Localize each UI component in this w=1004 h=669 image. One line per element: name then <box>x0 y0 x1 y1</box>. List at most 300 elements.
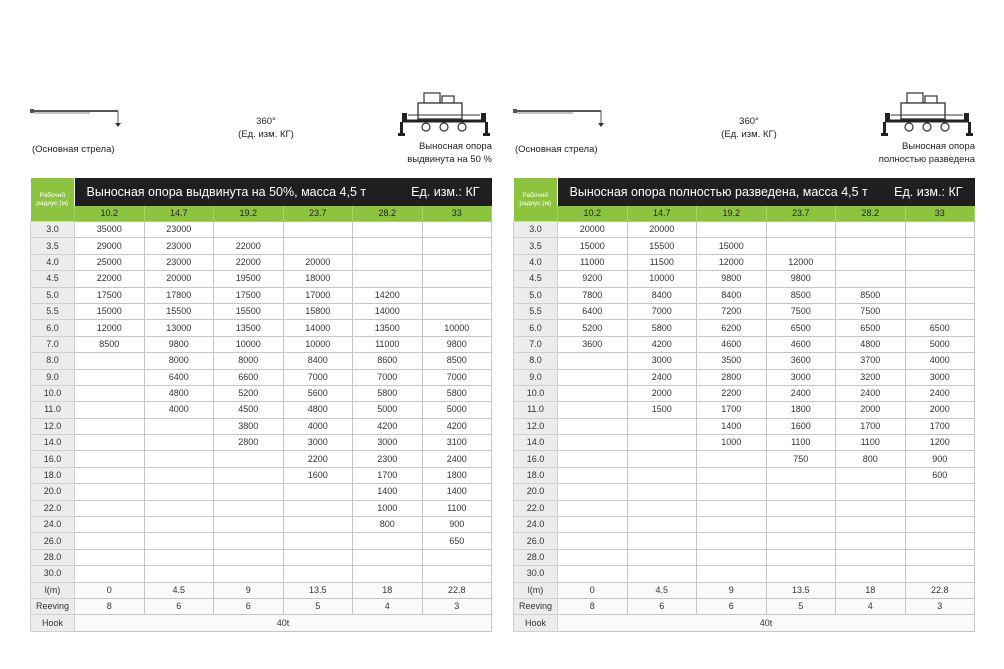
load-cell <box>558 435 628 451</box>
load-cell <box>75 517 145 533</box>
load-cell: 3000 <box>627 353 697 369</box>
load-cell <box>836 566 906 582</box>
load-cell: 1700 <box>836 418 906 434</box>
table-row <box>514 418 975 434</box>
load-cell <box>75 533 145 549</box>
load-cell <box>75 566 145 582</box>
outrigger-truck-icon <box>881 91 973 139</box>
load-cell <box>905 222 975 238</box>
load-cell: 2000 <box>836 402 906 418</box>
reeving-row-cell: 6 <box>214 598 284 614</box>
load-cell: 15000 <box>75 303 145 319</box>
lm-row-cell: 22.8 <box>905 582 975 598</box>
load-cell <box>558 353 628 369</box>
load-cell: 3800 <box>214 418 284 434</box>
table-row <box>514 517 975 533</box>
load-cell <box>422 222 492 238</box>
radius-header <box>31 178 75 222</box>
lm-row-cell: 13.5 <box>283 582 353 598</box>
load-cell: 7000 <box>422 369 492 385</box>
load-cell <box>214 566 284 582</box>
load-cell: 15800 <box>283 303 353 319</box>
table-row <box>31 500 492 516</box>
table-row <box>31 353 492 369</box>
reeving-row-cell: 6 <box>144 598 214 614</box>
units-note: (Ед. изм. КГ) <box>238 128 294 140</box>
load-cell <box>558 533 628 549</box>
load-cell: 9800 <box>697 271 767 287</box>
load-cell <box>627 435 697 451</box>
load-cell <box>558 467 628 483</box>
load-cell: 4000 <box>905 353 975 369</box>
load-cell: 6500 <box>836 320 906 336</box>
table-row <box>514 549 975 565</box>
load-cell <box>558 500 628 516</box>
load-cell: 20000 <box>558 222 628 238</box>
units-note: (Ед. изм. КГ) <box>721 128 777 140</box>
table-row <box>514 451 975 467</box>
radius-cell: 5.0 <box>31 287 75 303</box>
load-cell: 6200 <box>697 320 767 336</box>
lm-row-cell: 0 <box>558 582 628 598</box>
load-cell: 22000 <box>214 254 284 270</box>
table-row <box>514 500 975 516</box>
load-cell: 4200 <box>422 418 492 434</box>
radius-cell: 8.0 <box>31 353 75 369</box>
load-cell: 25000 <box>75 254 145 270</box>
radius-cell: 14.0 <box>514 435 558 451</box>
load-cell: 17000 <box>283 287 353 303</box>
load-cell: 22000 <box>75 271 145 287</box>
load-cell: 2800 <box>697 369 767 385</box>
outrigger-caption <box>352 140 492 166</box>
table-row <box>31 303 492 319</box>
table-row <box>31 566 492 582</box>
load-cell <box>697 533 767 549</box>
load-cell <box>836 467 906 483</box>
load-cell: 5200 <box>558 320 628 336</box>
table-row <box>31 238 492 254</box>
boom-length-cell: 10.2 <box>75 206 145 222</box>
table-row <box>514 402 975 418</box>
boom-length-cell: 14.7 <box>627 206 697 222</box>
load-cell <box>144 451 214 467</box>
load-cell: 3000 <box>353 435 423 451</box>
lm-row <box>31 582 492 598</box>
reeving-row-cell: 6 <box>697 598 767 614</box>
boom-length-cell: 23.7 <box>766 206 836 222</box>
load-cell: 2000 <box>627 385 697 401</box>
load-cell: 2000 <box>905 402 975 418</box>
load-cell <box>836 222 906 238</box>
load-cell: 6500 <box>905 320 975 336</box>
table-row <box>514 533 975 549</box>
rotation-angle: 360° <box>739 116 759 127</box>
radius-cell: 7.0 <box>514 336 558 352</box>
load-cell <box>144 435 214 451</box>
load-cell: 7000 <box>283 369 353 385</box>
load-cell <box>422 549 492 565</box>
load-cell <box>214 467 284 483</box>
load-cell: 1700 <box>905 418 975 434</box>
boom-length-cell: 14.7 <box>144 206 214 222</box>
radius-header-line2: радиус (м) <box>519 199 552 207</box>
radius-cell: 26.0 <box>514 533 558 549</box>
lm-row <box>514 582 975 598</box>
lm-row-cell: 18 <box>836 582 906 598</box>
table-row <box>514 238 975 254</box>
load-cell <box>766 484 836 500</box>
unit-label: Ед. изм.: КГ <box>411 184 480 199</box>
radius-cell: 8.0 <box>514 353 558 369</box>
load-cell: 11000 <box>353 336 423 352</box>
load-cell: 13500 <box>353 320 423 336</box>
lm-row-cell: 22.8 <box>422 582 492 598</box>
hook-value: 40t <box>75 615 492 631</box>
radius-cell: 4.5 <box>514 271 558 287</box>
reeving-row-label: Reeving <box>514 598 558 614</box>
load-chart-panel-50pct <box>30 0 492 669</box>
load-cell: 8400 <box>627 287 697 303</box>
load-cell: 17500 <box>214 287 284 303</box>
load-cell <box>697 549 767 565</box>
boom-label: (Основная стрела) <box>32 144 115 155</box>
load-cell <box>558 549 628 565</box>
load-cell <box>627 451 697 467</box>
load-cell: 18000 <box>283 271 353 287</box>
radius-cell: 9.0 <box>31 369 75 385</box>
load-cell: 2400 <box>627 369 697 385</box>
table-row <box>31 385 492 401</box>
load-cell <box>75 467 145 483</box>
table-row <box>31 549 492 565</box>
radius-cell: 4.5 <box>31 271 75 287</box>
table-title-row <box>514 178 975 206</box>
radius-cell: 6.0 <box>514 320 558 336</box>
table-row <box>514 467 975 483</box>
load-cell <box>144 484 214 500</box>
load-cell <box>144 566 214 582</box>
load-cell: 800 <box>836 451 906 467</box>
radius-cell: 20.0 <box>31 484 75 500</box>
load-cell: 4600 <box>766 336 836 352</box>
load-cell: 1600 <box>766 418 836 434</box>
load-cell <box>353 566 423 582</box>
table-row <box>514 320 975 336</box>
load-cell: 3100 <box>422 435 492 451</box>
radius-header-line2: радиус (м) <box>36 199 69 207</box>
load-cell <box>836 533 906 549</box>
unit-label: Ед. изм.: КГ <box>894 184 963 199</box>
table-row <box>31 320 492 336</box>
table-row <box>31 533 492 549</box>
radius-cell: 28.0 <box>514 549 558 565</box>
radius-cell: 4.0 <box>31 254 75 270</box>
load-cell <box>75 418 145 434</box>
load-cell <box>905 533 975 549</box>
radius-cell: 14.0 <box>31 435 75 451</box>
radius-cell: 5.5 <box>31 303 75 319</box>
radius-cell: 5.0 <box>514 287 558 303</box>
load-cell: 9200 <box>558 271 628 287</box>
load-cell <box>75 435 145 451</box>
load-cell: 5600 <box>283 385 353 401</box>
load-cell <box>283 222 353 238</box>
load-cell: 17500 <box>75 287 145 303</box>
table-row <box>31 254 492 270</box>
load-cell: 10000 <box>422 320 492 336</box>
load-cell: 6600 <box>214 369 284 385</box>
load-cell: 3000 <box>905 369 975 385</box>
load-cell: 4800 <box>836 336 906 352</box>
load-cell: 1800 <box>766 402 836 418</box>
load-cell: 4000 <box>283 418 353 434</box>
load-cell: 7000 <box>353 369 423 385</box>
load-cell: 1000 <box>697 435 767 451</box>
table-row <box>31 517 492 533</box>
load-cell <box>558 402 628 418</box>
load-cell <box>697 222 767 238</box>
lm-row-cell: 4.5 <box>627 582 697 598</box>
load-cell <box>766 517 836 533</box>
table-row <box>31 435 492 451</box>
load-cell: 3700 <box>836 353 906 369</box>
load-cell <box>627 517 697 533</box>
load-cell: 1700 <box>353 467 423 483</box>
load-cell <box>836 238 906 254</box>
load-cell <box>766 238 836 254</box>
boom-length-cell: 19.2 <box>214 206 284 222</box>
boom-length-row <box>31 206 492 222</box>
load-cell: 4500 <box>214 402 284 418</box>
boom-length-cell: 28.2 <box>836 206 906 222</box>
load-cell: 8500 <box>836 287 906 303</box>
load-cell: 12000 <box>766 254 836 270</box>
load-cell: 1100 <box>766 435 836 451</box>
load-cell <box>353 549 423 565</box>
outrigger-caption-line2: выдвинута на 50 % <box>407 154 492 165</box>
radius-cell: 22.0 <box>514 500 558 516</box>
load-cell <box>558 451 628 467</box>
radius-cell: 6.0 <box>31 320 75 336</box>
load-cell: 12000 <box>75 320 145 336</box>
load-cell <box>75 451 145 467</box>
load-cell: 23000 <box>144 254 214 270</box>
load-cell: 5800 <box>422 385 492 401</box>
load-cell: 1400 <box>353 484 423 500</box>
load-cell: 800 <box>353 517 423 533</box>
table-row <box>514 222 975 238</box>
load-cell: 15000 <box>558 238 628 254</box>
load-cell: 2400 <box>905 385 975 401</box>
load-cell: 15500 <box>214 303 284 319</box>
load-cell <box>697 467 767 483</box>
reeving-row-cell: 5 <box>766 598 836 614</box>
radius-cell: 22.0 <box>31 500 75 516</box>
load-cell <box>353 222 423 238</box>
table-title-text: Выносная опора выдвинута на 50%, масса 4,5 т <box>86 184 367 199</box>
load-cell <box>353 238 423 254</box>
boom-length-cell: 33 <box>422 206 492 222</box>
table-row <box>514 254 975 270</box>
load-cell <box>905 549 975 565</box>
load-cell <box>766 566 836 582</box>
load-cell <box>283 238 353 254</box>
load-cell <box>627 500 697 516</box>
load-cell <box>422 238 492 254</box>
table-row <box>514 566 975 582</box>
load-cell <box>836 271 906 287</box>
load-cell: 5800 <box>353 385 423 401</box>
load-cell <box>558 418 628 434</box>
boom-diagram-icon <box>30 107 130 129</box>
reeving-row-cell: 4 <box>353 598 423 614</box>
load-cell <box>697 451 767 467</box>
load-cell: 8400 <box>697 287 767 303</box>
load-cell <box>353 254 423 270</box>
table-row <box>31 336 492 352</box>
load-cell: 2400 <box>422 451 492 467</box>
load-cell <box>905 484 975 500</box>
hook-row <box>31 615 492 631</box>
load-cell: 750 <box>766 451 836 467</box>
load-cell <box>144 533 214 549</box>
table-title-row <box>31 178 492 206</box>
radius-cell: 11.0 <box>31 402 75 418</box>
load-cell: 35000 <box>75 222 145 238</box>
load-cell: 2200 <box>697 385 767 401</box>
load-cell <box>144 418 214 434</box>
load-cell: 4800 <box>144 385 214 401</box>
table-row <box>514 271 975 287</box>
load-cell: 12000 <box>697 254 767 270</box>
radius-cell: 28.0 <box>31 549 75 565</box>
load-cell <box>144 467 214 483</box>
load-cell <box>558 385 628 401</box>
rotation-angle: 360° <box>256 116 276 127</box>
load-cell: 23000 <box>144 222 214 238</box>
load-cell: 1800 <box>422 467 492 483</box>
load-chart-panel-full <box>513 0 975 669</box>
radius-cell: 10.0 <box>514 385 558 401</box>
hook-label: Hook <box>514 615 558 631</box>
load-cell: 7000 <box>627 303 697 319</box>
radius-cell: 18.0 <box>31 467 75 483</box>
table-row <box>31 402 492 418</box>
load-cell <box>558 517 628 533</box>
load-cell: 5800 <box>627 320 697 336</box>
load-cell: 8500 <box>766 287 836 303</box>
load-cell: 1700 <box>697 402 767 418</box>
load-cell <box>283 500 353 516</box>
load-cell: 1600 <box>283 467 353 483</box>
load-cell <box>627 418 697 434</box>
load-cell: 8000 <box>144 353 214 369</box>
reeving-row-cell: 8 <box>558 598 628 614</box>
load-cell <box>836 500 906 516</box>
load-cell <box>283 566 353 582</box>
radius-header-line1: Рабочий <box>39 191 66 199</box>
load-cell: 3200 <box>836 369 906 385</box>
reeving-row <box>31 598 492 614</box>
load-cell <box>905 287 975 303</box>
load-cell <box>422 254 492 270</box>
load-cell <box>836 254 906 270</box>
load-cell <box>766 467 836 483</box>
load-cell: 1200 <box>905 435 975 451</box>
load-cell <box>558 369 628 385</box>
load-cell <box>283 533 353 549</box>
load-cell <box>214 533 284 549</box>
radius-cell: 16.0 <box>31 451 75 467</box>
load-cell: 1500 <box>627 402 697 418</box>
table-title <box>75 178 492 206</box>
radius-header-line1: Рабочий <box>522 191 549 199</box>
load-cell: 15500 <box>144 303 214 319</box>
load-cell: 8000 <box>214 353 284 369</box>
table-row <box>514 435 975 451</box>
boom-length-cell: 33 <box>905 206 975 222</box>
load-cell <box>905 566 975 582</box>
radius-cell: 7.0 <box>31 336 75 352</box>
boom-length-cell: 23.7 <box>283 206 353 222</box>
table-row <box>514 385 975 401</box>
table-row <box>31 271 492 287</box>
load-cell <box>627 566 697 582</box>
load-cell <box>144 500 214 516</box>
radius-cell: 9.0 <box>514 369 558 385</box>
load-cell: 2400 <box>836 385 906 401</box>
table-row <box>31 484 492 500</box>
load-cell: 5000 <box>905 336 975 352</box>
radius-cell: 3.5 <box>514 238 558 254</box>
load-cell: 10000 <box>283 336 353 352</box>
reeving-row-cell: 3 <box>905 598 975 614</box>
lm-row-cell: 9 <box>697 582 767 598</box>
table-row <box>514 353 975 369</box>
load-cell <box>75 484 145 500</box>
load-cell: 19500 <box>214 271 284 287</box>
load-cell: 11000 <box>558 254 628 270</box>
load-cell <box>214 451 284 467</box>
load-cell: 17800 <box>144 287 214 303</box>
load-cell: 8500 <box>422 353 492 369</box>
load-cell: 14200 <box>353 287 423 303</box>
load-cell <box>766 533 836 549</box>
load-cell <box>905 517 975 533</box>
radius-cell: 4.0 <box>514 254 558 270</box>
load-cell: 7800 <box>558 287 628 303</box>
load-cell: 9800 <box>422 336 492 352</box>
table-row <box>31 451 492 467</box>
load-cell: 6400 <box>144 369 214 385</box>
table-row <box>514 484 975 500</box>
load-cell: 11500 <box>627 254 697 270</box>
reeving-row <box>514 598 975 614</box>
load-cell <box>353 533 423 549</box>
load-cell: 3600 <box>558 336 628 352</box>
load-cell <box>75 369 145 385</box>
load-cell <box>627 549 697 565</box>
radius-cell: 26.0 <box>31 533 75 549</box>
load-cell: 13000 <box>144 320 214 336</box>
load-cell: 20000 <box>283 254 353 270</box>
reeving-row-cell: 6 <box>627 598 697 614</box>
load-cell: 23000 <box>144 238 214 254</box>
load-cell <box>214 222 284 238</box>
load-cell: 15000 <box>697 238 767 254</box>
load-cell <box>214 484 284 500</box>
